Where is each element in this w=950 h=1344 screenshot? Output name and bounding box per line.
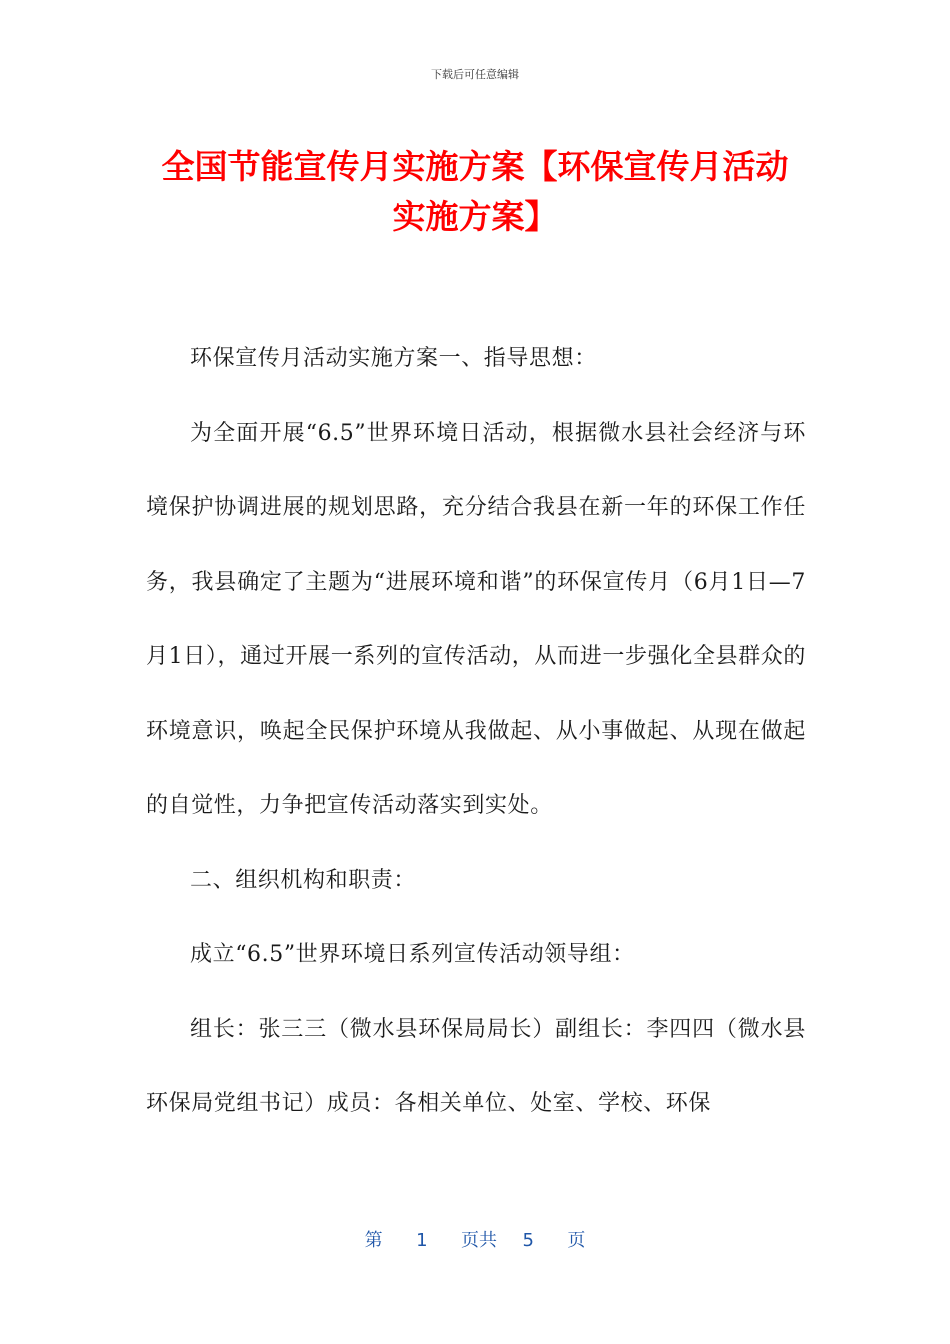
paragraph-leadership-group: 成立“6.5”世界环境日系列宣传活动领导组： — [190, 942, 635, 967]
header-note: 下载后可任意编辑 — [431, 68, 519, 81]
document-body — [146, 322, 806, 1142]
document-title-line-1: 全国节能宣传月实施方案【环保宣传月活动 — [161, 147, 789, 186]
paragraph-organization-heading: 二、组织机构和职责： — [190, 867, 417, 893]
page-suffix: 页 — [567, 1230, 586, 1251]
page-middle: 页共 — [461, 1230, 497, 1251]
page-total: 5 — [522, 1230, 534, 1251]
page-number-footer — [0, 1226, 950, 1252]
document-title-line-2: 实施方案】 — [392, 197, 558, 236]
paragraph-group-members: 组长：张三三（微水县环保局局长）副组长：李四四（微水县环保局党组书记）成员：各相关单位、处室、学校、环保 — [146, 1016, 806, 1116]
page-prefix: 第 — [364, 1230, 383, 1251]
document-title — [120, 142, 830, 242]
page-current: 1 — [416, 1230, 428, 1251]
paragraph-guiding-thought-heading: 环保宣传月活动实施方案一、指导思想： — [190, 346, 597, 371]
paragraph-guiding-thought: 为全面开展“6.5”世界环境日活动，根据微水县社会经济与环境保护协调进展的规划思路，充分结合我县在新一年的环保工作任务，我县确定了主题为“进展环境和谐”的环保宣传月（6月1日—7月1日），通过开展一系列的宣传活动，从而进一步强化全县群众的环境意识，唤起全民保护环境从我做起、从小事做起、从现在做起的自觉性，力争把宣传活动落实到实处。 — [146, 420, 806, 818]
